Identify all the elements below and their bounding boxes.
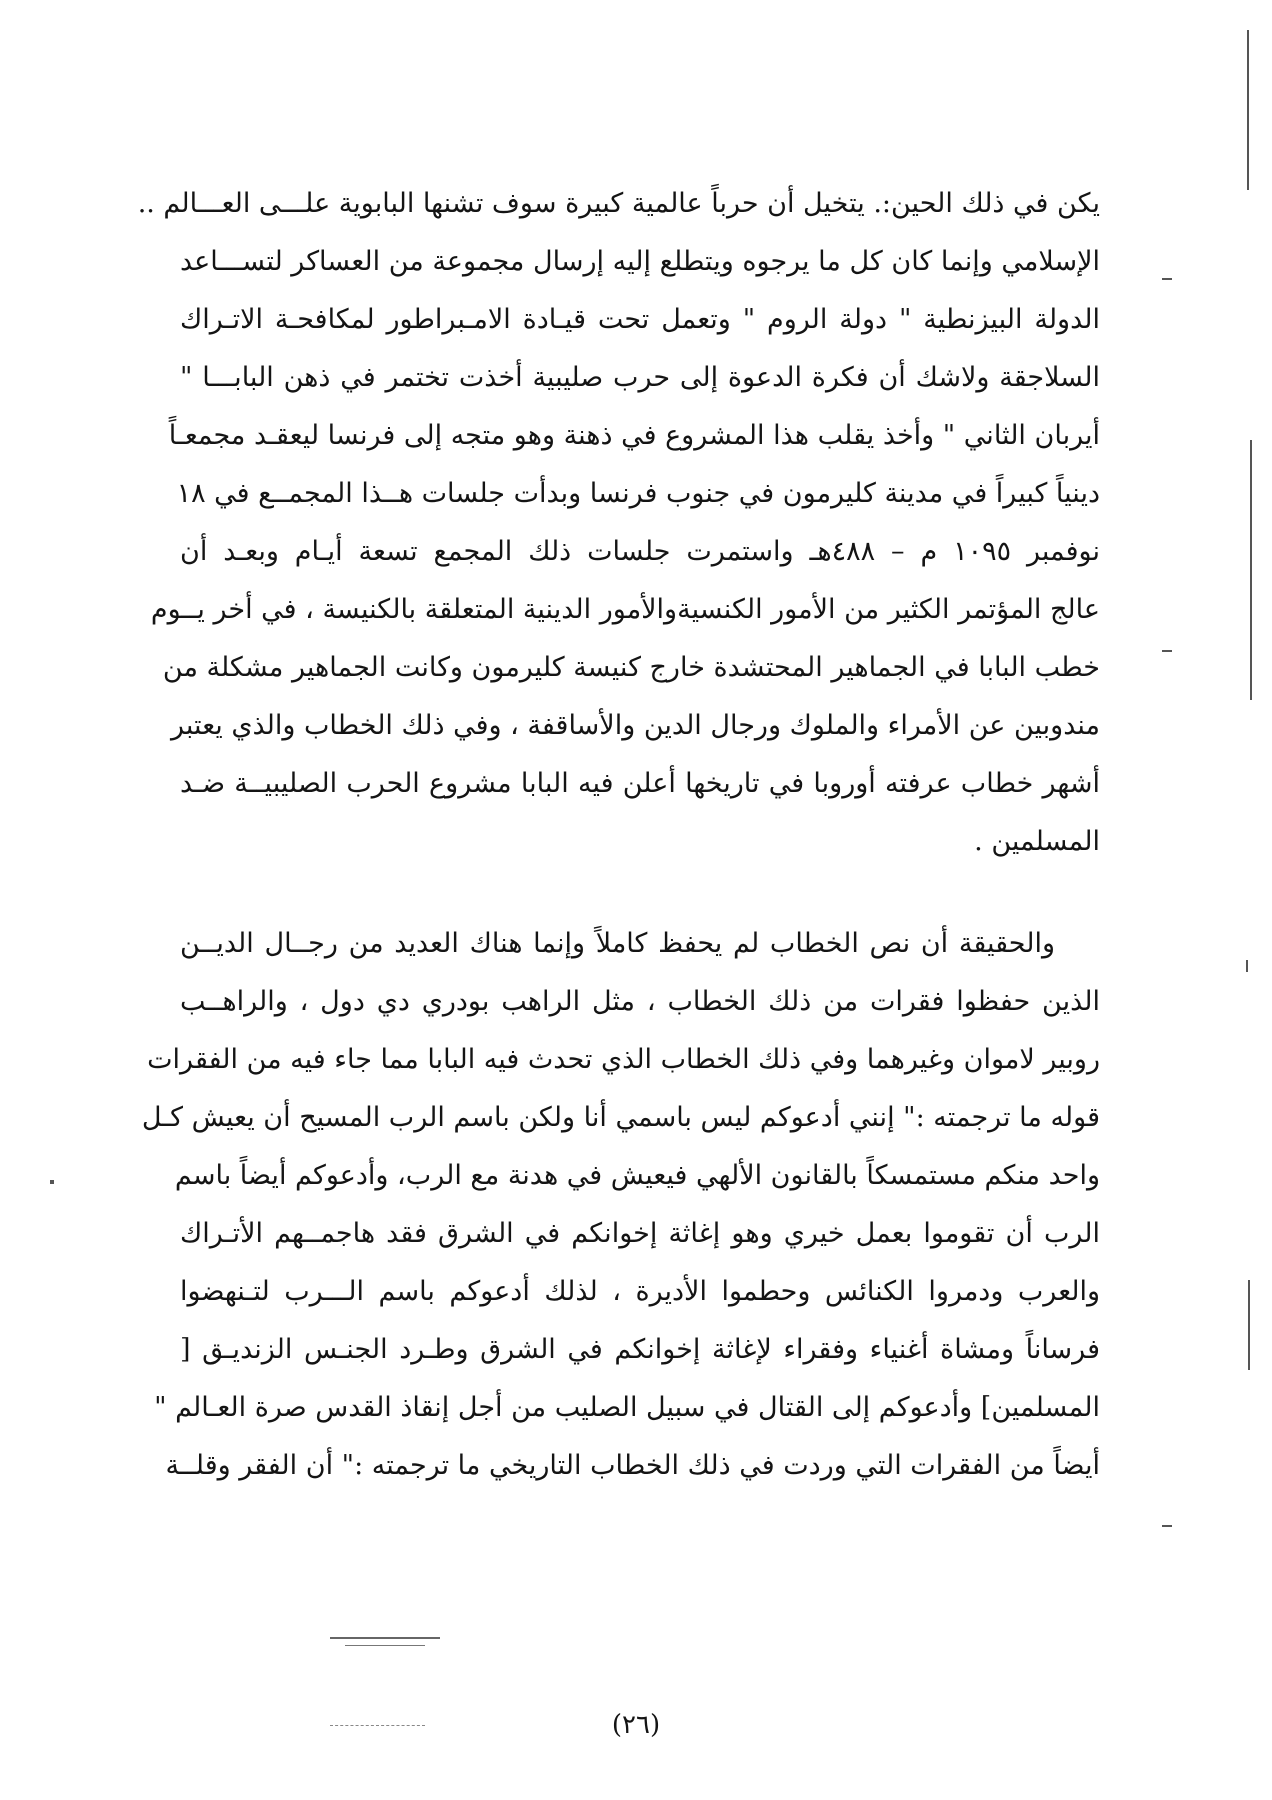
text-line: الدولة البيزنطية " دولة الروم " وتعمل تحت قيـادة الامـبراطور لمكافحـة الاتـراك	[180, 304, 1100, 335]
text-line: المسلمين] وأدعوكم إلى القتال في سبيل الصليب من أجل إنقاذ القدس صرة العـالم "	[154, 1392, 1100, 1423]
text-line: يكن في ذلك الحين:. يتخيل أن حرباً عالمية كبيرة سوف تشنها البابوية علـــى العـــالم ..	[137, 188, 1100, 219]
paragraph-2	[141, 915, 1100, 1495]
text-line: أيربان الثاني " وأخذ يقلب هذا المشروع في ذهنة وهو متجه إلى فرنسا ليعقـد مجمعـاً	[168, 420, 1100, 451]
text-line: روبير لاموان وغيرهما وفي ذلك الخطاب الذي تحدث فيه البابا مما جاء فيه من الفقرات	[147, 1044, 1100, 1075]
margin-mark	[1250, 440, 1252, 700]
text-line: واحد منكم مستمسكاً بالقانون الألهي فيعيش في هدنة مع الرب، وأدعوكم أيضاً باسم	[174, 1160, 1100, 1191]
text-line: الذين حفظوا فقرات من ذلك الخطاب ، مثل الراهب بودري دي دول ، والراهــب	[180, 986, 1100, 1017]
text-line: الرب أن تقوموا بعمل خيري وهو إغاثة إخوانكم في الشرق فقد هاجمــهم الأتـراك	[180, 1218, 1100, 1249]
scan-rule	[345, 1645, 425, 1646]
text-line: قوله ما ترجمته :" إنني أدعوكم ليس باسمي أنا ولكن باسم الرب المسيح أن يعيش كـل	[141, 1102, 1100, 1133]
text-line: فرساناً ومشاة أغنياء وفقراء لإغاثة إخوانكم في الشرق وطـرد الجنـس الزنديـق [	[180, 1334, 1100, 1365]
text-line: نوفمبر ١٠٩٥ م – ٤٨٨هـ واستمرت جلسات ذلك المجمع تسعة أيـام وبعـد أن	[180, 536, 1100, 567]
text-line: أشهر خطاب عرفته أوروبا في تاريخها أعلن فيه البابا مشروع الحرب الصليبيــة ضـد	[180, 768, 1100, 799]
body-text	[137, 175, 1100, 1495]
text-line: والعرب ودمروا الكنائس وحطموا الأديرة ، لذلك أدعوكم باسم الـــرب لتـنهضوا	[180, 1276, 1100, 1307]
text-line: مندوبين عن الأمراء والملوك ورجال الدين والأساقفة ، وفي ذلك الخطاب والذي يعتبر	[171, 710, 1100, 741]
text-line: والحقيقة أن نص الخطاب لم يحفظ كاملاً وإنما هناك العديد من رجــال الديــن	[180, 928, 1055, 959]
text-line: دينياً كبيراً في مدينة كليرمون في جنوب فرنسا وبدأت جلسات هــذا المجمــع في ١٨	[176, 478, 1100, 509]
page-number: (٢٦)	[611, 1710, 661, 1740]
margin-mark	[1246, 960, 1248, 972]
paragraph-1	[137, 175, 1100, 871]
text-line: عالج المؤتمر الكثير من الأمور الكنسيةوالأمور الدينية المتعلقة بالكنيسة ، في أخر يــوم	[150, 594, 1100, 625]
margin-mark	[1162, 650, 1172, 652]
text-line: خطب البابا في الجماهير المحتشدة خارج كنيسة كليرمون وكانت الجماهير مشكلة من	[162, 652, 1100, 683]
text-line: أيضاً من الفقرات التي وردت في ذلك الخطاب التاريخي ما ترجمته :" أن الفقر وقلــة	[165, 1450, 1100, 1481]
text-line: السلاجقة ولاشك أن فكرة الدعوة إلى حرب صليبية أخذت تختمر في ذهن البابـــا "	[180, 362, 1100, 393]
text-line: المسلمين .	[974, 826, 1100, 857]
margin-mark	[1247, 30, 1249, 190]
margin-mark	[1162, 1525, 1172, 1527]
margin-mark	[50, 1180, 54, 1184]
margin-mark	[1248, 1280, 1250, 1370]
margin-mark	[1162, 278, 1172, 280]
paragraph-gap	[180, 871, 1100, 915]
scan-rule	[330, 1637, 440, 1639]
text-line: الإسلامي وإنما كان كل ما يرجوه ويتطلع إليه إرسال مجموعة من العساكر لتســـاعد	[180, 246, 1100, 277]
